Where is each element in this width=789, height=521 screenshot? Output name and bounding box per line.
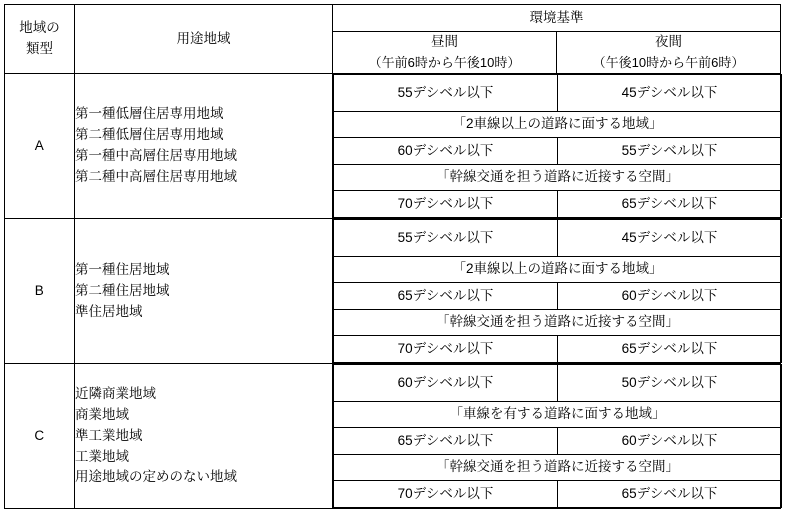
exception-note-row	[334, 402, 782, 428]
header-nighttime-range: （午後10時から午前6時）	[592, 54, 745, 70]
group-area-list	[75, 364, 333, 509]
list-item: 第二種中高層住居専用地域	[75, 168, 237, 184]
exception-note: 「2車線以上の道路に面する地域」	[334, 257, 782, 283]
base-night-value: 45デシベル以下	[558, 75, 782, 112]
exception-night-value: 55デシベル以下	[558, 138, 782, 165]
list-item: 準住居地域	[75, 303, 143, 319]
exception-values-row	[334, 336, 782, 363]
exception-note-row	[334, 112, 782, 138]
base-values-row	[334, 365, 782, 402]
group-type-letter: A	[5, 74, 75, 219]
exception-values-row	[334, 138, 782, 165]
group-values-container	[333, 74, 781, 219]
base-night-value: 50デシベル以下	[558, 365, 782, 402]
exception-note-row	[334, 165, 782, 191]
exception-note: 「2車線以上の道路に面する地域」	[334, 112, 782, 138]
noise-environmental-standards-table	[4, 4, 781, 509]
table-row	[5, 74, 781, 219]
exception-night-value: 65デシベル以下	[558, 336, 782, 363]
exception-note: 「幹線交通を担う道路に近接する空間」	[334, 455, 782, 481]
table-row	[5, 219, 781, 364]
list-item: 用途地域の定めのない地域	[75, 469, 237, 485]
group-values-table	[333, 364, 782, 508]
exception-day-value: 60デシベル以下	[334, 138, 558, 165]
exception-day-value: 70デシベル以下	[334, 336, 558, 363]
base-values-row	[334, 220, 782, 257]
list-item: 第二種住居地域	[75, 282, 170, 298]
group-area-list	[75, 74, 333, 219]
header-nighttime	[557, 32, 781, 74]
header-area-column: 用途地域	[75, 5, 333, 74]
list-item: 商業地域	[75, 406, 129, 422]
group-values-table	[333, 219, 782, 363]
exception-night-value: 60デシベル以下	[558, 428, 782, 455]
table-row	[5, 364, 781, 509]
base-day-value: 55デシベル以下	[334, 75, 558, 112]
group-values-container	[333, 219, 781, 364]
base-day-value: 60デシベル以下	[334, 365, 558, 402]
exception-note: 「幹線交通を担う道路に近接する空間」	[334, 310, 782, 336]
list-item: 第二種低層住居専用地域	[75, 127, 224, 143]
header-daytime	[333, 32, 557, 74]
group-type-letter: C	[5, 364, 75, 509]
list-item: 第一種中高層住居専用地域	[75, 148, 237, 164]
group-type-letter: B	[5, 219, 75, 364]
header-daytime-label: 昼間	[431, 34, 458, 49]
group-values-container	[333, 364, 781, 509]
header-nighttime-label: 夜間	[655, 34, 682, 49]
header-type-line2: 類型	[26, 41, 53, 57]
header-environmental-standard: 環境基準	[333, 5, 781, 32]
exception-values-row	[334, 191, 782, 218]
exception-values-row	[334, 481, 782, 508]
group-values-table	[333, 74, 782, 218]
exception-note: 「幹線交通を担う道路に近接する空間」	[334, 165, 782, 191]
exception-values-row	[334, 428, 782, 455]
exception-day-value: 70デシベル以下	[334, 481, 558, 508]
base-night-value: 45デシベル以下	[558, 220, 782, 257]
group-area-list	[75, 219, 333, 364]
exception-night-value: 60デシベル以下	[558, 283, 782, 310]
exception-day-value: 65デシベル以下	[334, 428, 558, 455]
exception-note-row	[334, 455, 782, 481]
exception-note-row	[334, 310, 782, 336]
base-day-value: 55デシベル以下	[334, 220, 558, 257]
exception-day-value: 70デシベル以下	[334, 191, 558, 218]
exception-note: 「車線を有する道路に面する地域」	[334, 402, 782, 428]
list-item: 近隣商業地域	[75, 385, 156, 401]
list-item: 工業地域	[75, 448, 129, 464]
exception-note-row	[334, 257, 782, 283]
exception-night-value: 65デシベル以下	[558, 191, 782, 218]
list-item: 第一種低層住居専用地域	[75, 106, 224, 122]
exception-day-value: 65デシベル以下	[334, 283, 558, 310]
base-values-row	[334, 75, 782, 112]
table-header-row-1	[5, 5, 781, 32]
exception-values-row	[334, 283, 782, 310]
list-item: 準工業地域	[75, 427, 143, 443]
header-type-column	[5, 5, 75, 74]
exception-night-value: 65デシベル以下	[558, 481, 782, 508]
header-daytime-range: （午前6時から午後10時）	[368, 54, 521, 70]
list-item: 第一種住居地域	[75, 261, 170, 277]
header-type-line1: 地域の	[19, 20, 60, 36]
